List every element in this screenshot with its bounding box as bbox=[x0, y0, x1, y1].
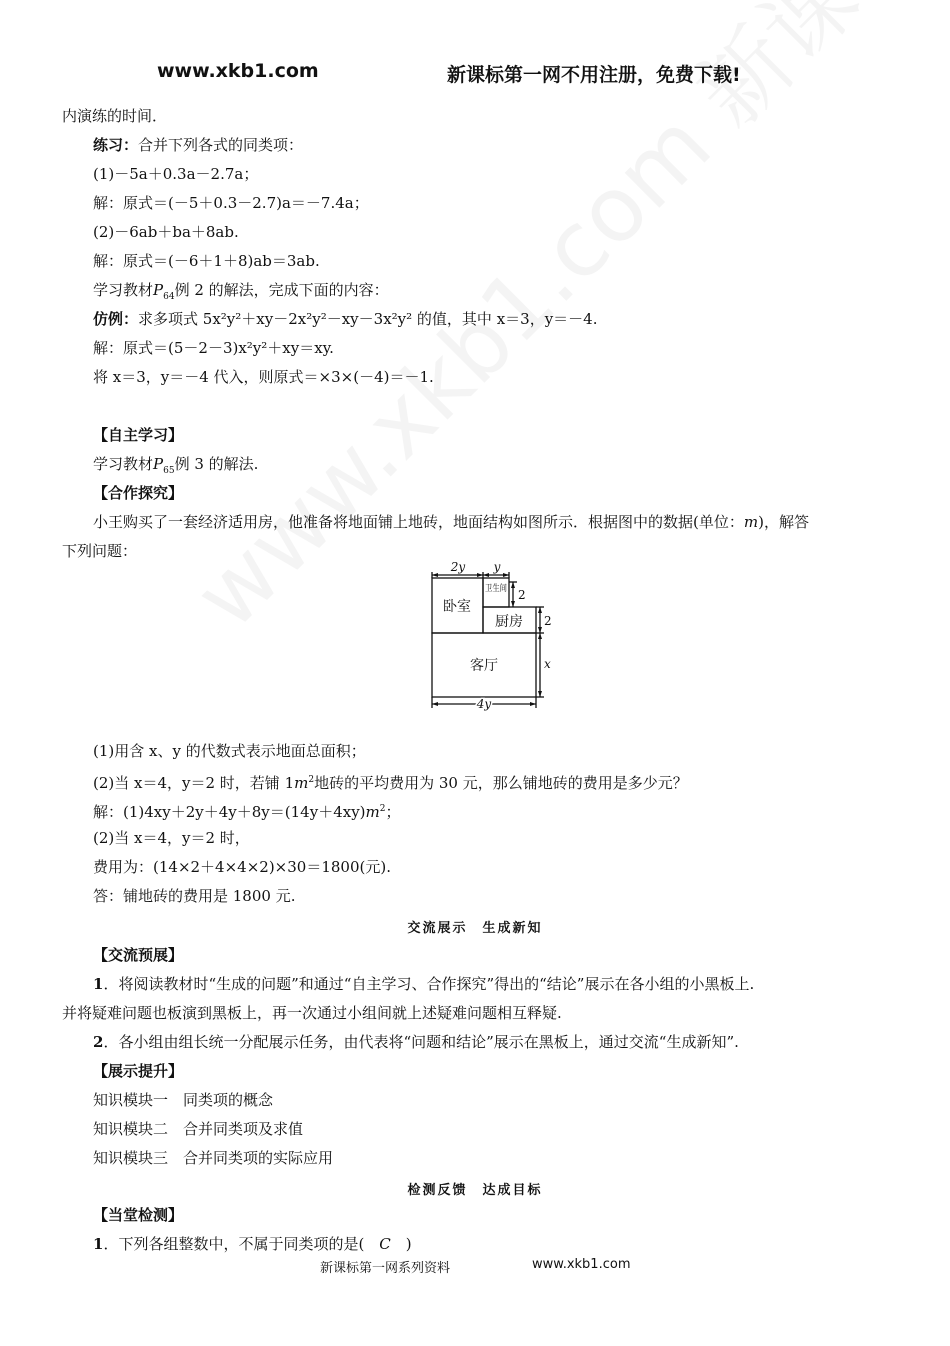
line-10: 将 x＝3，y＝－4 代入，则原式＝×3×(－4)＝－1. bbox=[93, 368, 434, 386]
label-x: x bbox=[544, 657, 551, 671]
item-2 bbox=[93, 1032, 739, 1052]
line-9: 解：原式＝(5－2－3)x²y²＋xy＝xy. bbox=[93, 339, 334, 357]
line-7 bbox=[93, 280, 389, 307]
test-1-end: ) bbox=[390, 1235, 412, 1253]
line-12a: 学习教材 bbox=[93, 455, 154, 473]
module-2: 知识模块二 合并同类项及求值 bbox=[93, 1120, 304, 1138]
section-improve: 【展示提升】 bbox=[93, 1062, 184, 1080]
problem-1a: 小王购买了一套经济适用房，他准备将地面铺上地砖，地面结构如图所示．根据图中的数据(单位： bbox=[93, 513, 744, 531]
question-2m: m bbox=[294, 774, 309, 792]
example-line bbox=[93, 309, 598, 329]
item-2-num: 2 bbox=[93, 1033, 104, 1051]
line-7a: 学习教材 bbox=[93, 281, 154, 299]
example-label: 仿例： bbox=[93, 310, 139, 328]
answer-3: 费用为：(14×2＋4×4×2)×30＝1800(元). bbox=[93, 858, 391, 876]
item-1-cont: 并将疑难问题也板演到黑板上，再一次通过小组间就上述疑难问题相互释疑. bbox=[62, 1004, 562, 1022]
module-1: 知识模块一 同类项的概念 bbox=[93, 1091, 274, 1109]
problem-1m: m bbox=[743, 513, 759, 531]
section-self-study: 【自主学习】 bbox=[93, 426, 184, 444]
section-test: 【当堂检测】 bbox=[93, 1206, 184, 1224]
answer-1sup: 2 bbox=[379, 804, 386, 814]
practice-label: 练习： bbox=[93, 136, 139, 154]
line-4: 解：原式＝(－5＋0.3－2.7)a＝－7.4a； bbox=[93, 194, 369, 212]
answer-1 bbox=[93, 799, 401, 822]
question-1: (1)用含 x、y 的代数式表示地面总面积； bbox=[93, 742, 366, 760]
header-url[interactable]: www.xkb1.com bbox=[157, 60, 319, 82]
question-2a: (2)当 x＝4，y＝2 时，若铺 1 bbox=[93, 774, 295, 792]
answer-1b: ； bbox=[385, 803, 401, 821]
label-4y: 4y bbox=[476, 697, 492, 711]
line-12sub: 65 bbox=[163, 466, 175, 476]
floor-plan-diagram bbox=[420, 558, 570, 716]
label-y: y bbox=[493, 560, 501, 574]
line-5: (2)－6ab＋ba＋8ab. bbox=[93, 223, 239, 241]
label-living-room: 客厅 bbox=[470, 658, 498, 674]
module-3: 知识模块三 合并同类项的实际应用 bbox=[93, 1149, 334, 1167]
line-12b: 例 3 的解法. bbox=[174, 455, 259, 473]
problem-1b: )，解答 bbox=[758, 513, 809, 531]
footer-url[interactable]: www.xkb1.com bbox=[532, 1257, 631, 1272]
problem-line-1 bbox=[93, 512, 809, 532]
practice-line bbox=[93, 135, 303, 155]
line-6: 解：原式＝(－6＋1＋8)ab＝3ab. bbox=[93, 252, 320, 270]
line-7sub: 64 bbox=[163, 292, 175, 302]
test-1-text: ．下列各组整数中，不属于同类项的是( bbox=[103, 1235, 380, 1253]
answer-1m: m bbox=[365, 803, 380, 821]
line-7p: P bbox=[153, 281, 164, 299]
line-7b: 例 2 的解法，完成下面的内容： bbox=[174, 281, 389, 299]
answer-1a: 解：(1)4xy＋2y＋4y＋8y＝(14y＋4xy) bbox=[93, 803, 366, 821]
practice-text: 合并下列各式的同类项： bbox=[138, 136, 304, 154]
item-2-text: ．各小组由组长统一分配展示任务，由代表将“问题和结论”展示在黑板上，通过交流“生成新知”. bbox=[103, 1033, 739, 1051]
header-slogan: 新课标第一网不用注册，免费下载! bbox=[447, 64, 741, 86]
line-12 bbox=[93, 454, 258, 481]
line-1: 内演练的时间． bbox=[62, 107, 168, 125]
question-2b: 地砖的平均费用为 30 元，那么铺地砖的费用是多少元？ bbox=[314, 774, 688, 792]
problem-line-2: 下列问题： bbox=[62, 542, 138, 560]
test-1-num: 1 bbox=[93, 1235, 104, 1253]
center-heading-1: 交流展示 生成新知 bbox=[407, 921, 543, 936]
answer-4: 答：铺地砖的费用是 1800 元. bbox=[93, 887, 296, 905]
label-right-2-top: 2 bbox=[518, 588, 526, 602]
item-1-num: 1 bbox=[93, 975, 104, 993]
item-1 bbox=[93, 974, 754, 994]
label-bedroom: 卧室 bbox=[443, 599, 471, 615]
question-2 bbox=[93, 770, 688, 793]
footer-left: 新课标第一网系列资料 bbox=[320, 1261, 451, 1276]
test-question-1 bbox=[93, 1234, 412, 1254]
answer-2: (2)当 x＝4，y＝2 时， bbox=[93, 829, 250, 847]
center-heading-2: 检测反馈 达成目标 bbox=[407, 1183, 543, 1198]
item-1-text: ．将阅读教材时“生成的问题”和通过“自主学习、合作探究”得出的“结论”展示在各小组的小黑板上. bbox=[103, 975, 755, 993]
line-3: (1)－5a＋0.3a－2.7a； bbox=[93, 165, 259, 183]
section-preview: 【交流预展】 bbox=[93, 946, 184, 964]
label-2y: 2y bbox=[450, 560, 466, 574]
label-bathroom: 卫生间 bbox=[485, 584, 513, 594]
label-right-2-mid: 2 bbox=[544, 614, 552, 628]
question-2sup: 2 bbox=[308, 775, 315, 785]
example-text: 求多项式 5x²y²＋xy－2x²y²－xy－3x²y² 的值，其中 x＝3，y＝－4. bbox=[138, 310, 598, 328]
test-1-answer: C bbox=[379, 1235, 391, 1253]
line-12p: P bbox=[153, 455, 164, 473]
label-kitchen: 厨房 bbox=[495, 614, 523, 630]
section-cooperate: 【合作探究】 bbox=[93, 484, 184, 502]
